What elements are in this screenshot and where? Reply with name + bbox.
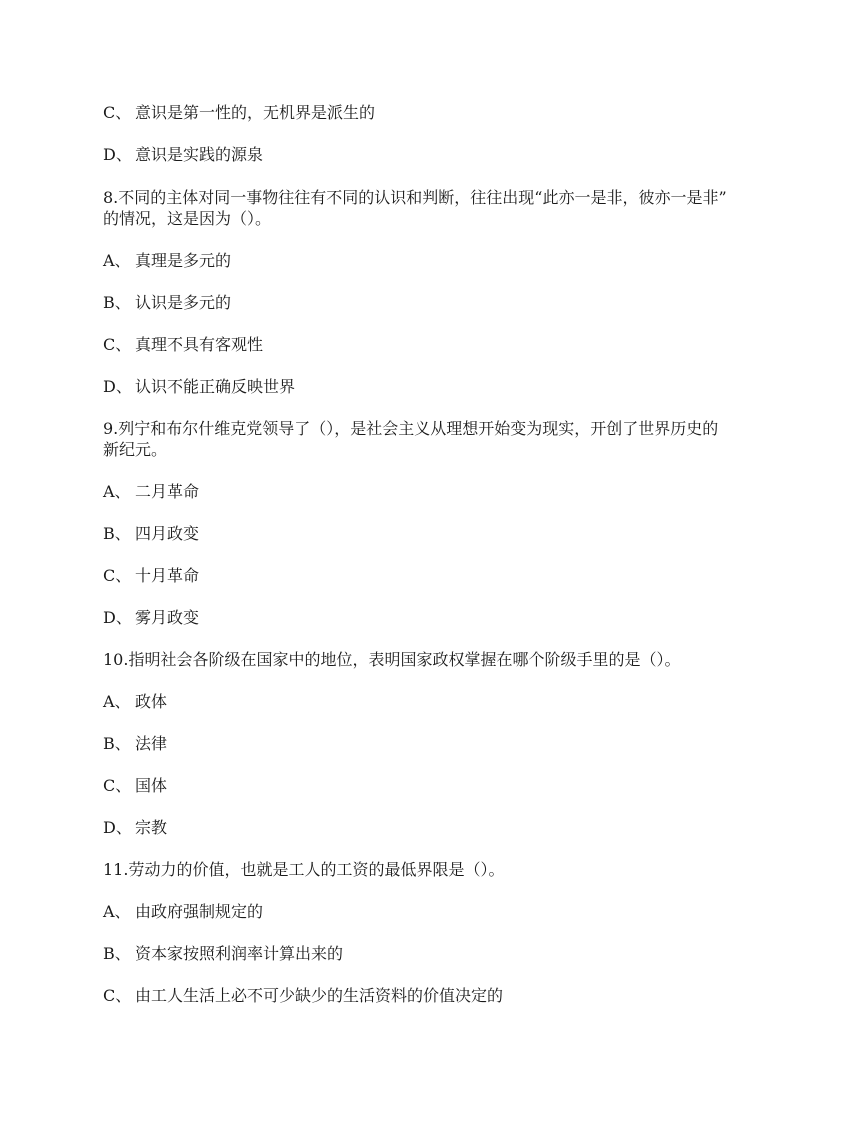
question-9-stem-line1: 9.列宁和布尔什维克党领导了（），是社会主义从理想开始变为现实，开创了世界历史的 (103, 419, 719, 438)
option-letter: C、 (103, 986, 132, 1005)
option-q8-c (103, 334, 773, 355)
option-q10-c (103, 775, 773, 796)
option-text: 意识是实践的源泉 (135, 145, 264, 164)
option-letter: B、 (103, 293, 131, 312)
option-text: 雾月政变 (135, 608, 200, 627)
option-q10-b (103, 733, 773, 754)
option-q11-b (103, 943, 773, 964)
option-q9-b (103, 523, 773, 544)
option-text: 认识不能正确反映世界 (135, 377, 296, 396)
option-letter: A、 (103, 692, 131, 711)
option-text: 真理不具有客观性 (135, 335, 264, 354)
option-text: 资本家按照利润率计算出来的 (135, 944, 344, 963)
option-q9-d (103, 607, 773, 628)
option-q8-d (103, 376, 773, 397)
option-letter: C、 (103, 103, 132, 122)
option-text: 政体 (135, 692, 168, 711)
question-8-stem-line2: 的情况，这是因为（）。 (103, 209, 272, 228)
option-letter: D、 (103, 818, 132, 837)
question-9-stem-line2: 新纪元。 (103, 440, 168, 459)
option-q10-a (103, 691, 773, 712)
question-11-stem: 11.劳动力的价值，也就是工人的工资的最低界限是（）。 (103, 860, 505, 879)
option-letter: B、 (103, 524, 131, 543)
option-text: 由工人生活上必不可少缺少的生活资料的价值决定的 (135, 986, 504, 1005)
option-q11-a (103, 901, 773, 922)
option-letter: C、 (103, 776, 132, 795)
option-q7-c (103, 102, 773, 123)
option-text: 法律 (135, 734, 168, 753)
option-letter: A、 (103, 482, 131, 501)
option-text: 十月革命 (135, 566, 200, 585)
option-letter: C、 (103, 566, 132, 585)
option-q10-d (103, 817, 773, 838)
option-text: 国体 (135, 776, 168, 795)
option-letter: D、 (103, 377, 132, 396)
option-q8-b (103, 292, 773, 313)
option-q7-d (103, 144, 773, 165)
option-text: 四月政变 (135, 524, 200, 543)
option-letter: C、 (103, 335, 132, 354)
option-letter: B、 (103, 944, 131, 963)
option-text: 由政府强制规定的 (135, 902, 264, 921)
option-letter: D、 (103, 608, 132, 627)
option-q11-c (103, 985, 773, 1006)
option-q8-a (103, 250, 773, 271)
option-text: 认识是多元的 (135, 293, 232, 312)
question-8-stem-line1: 8.不同的主体对同一事物往往有不同的认识和判断，往往出现“此亦一是非，彼亦一是非” (103, 188, 727, 207)
question-10-stem: 10.指明社会各阶级在国家中的地位，表明国家政权掌握在哪个阶级手里的是（）。 (103, 650, 681, 669)
option-letter: A、 (103, 902, 131, 921)
option-letter: B、 (103, 734, 131, 753)
option-letter: A、 (103, 251, 131, 270)
option-text: 宗教 (135, 818, 168, 837)
option-letter: D、 (103, 145, 132, 164)
option-q9-a (103, 481, 773, 502)
option-text: 真理是多元的 (135, 251, 232, 270)
option-text: 意识是第一性的，无机界是派生的 (135, 103, 376, 122)
option-q9-c (103, 565, 773, 586)
option-text: 二月革命 (135, 482, 200, 501)
